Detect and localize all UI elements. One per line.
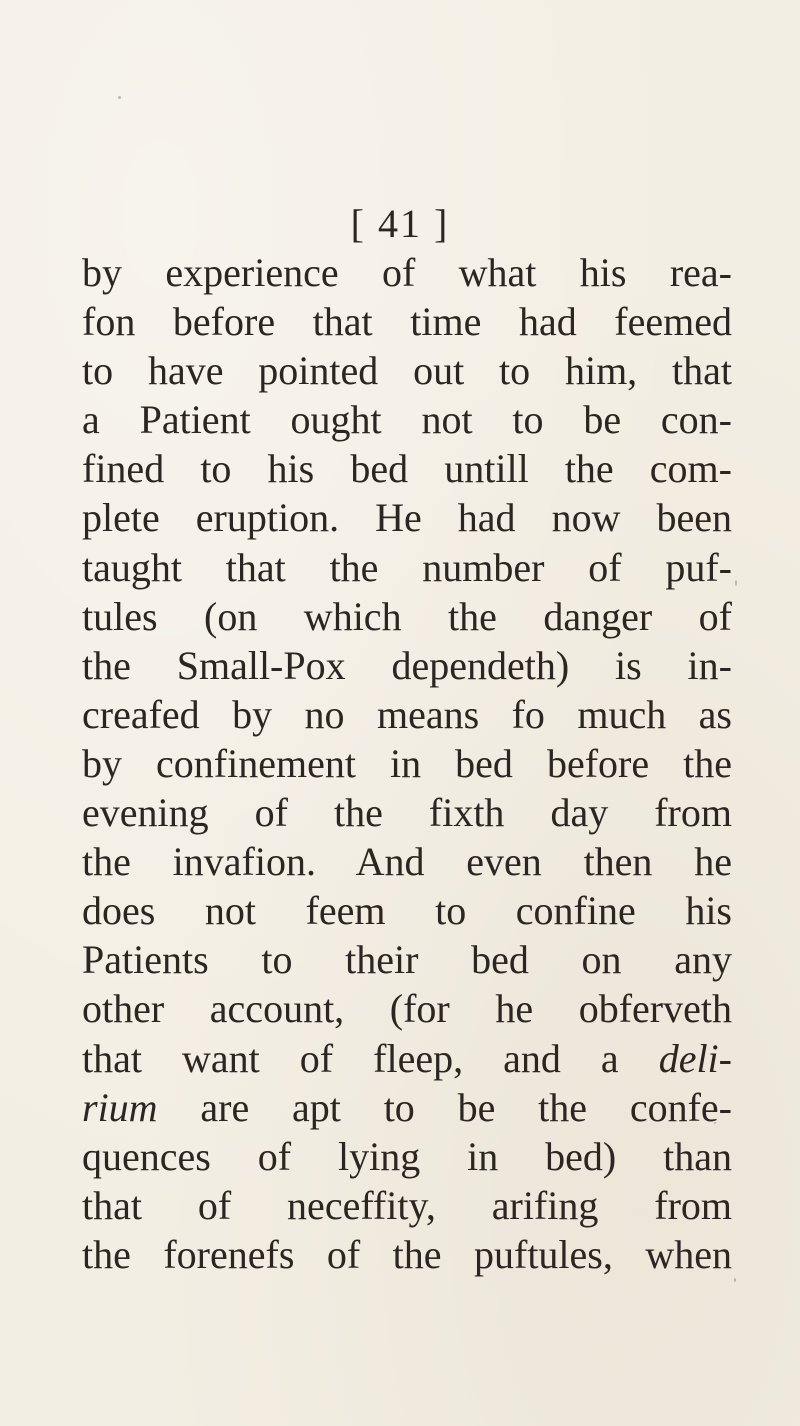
text-segment: the invafion. And even then he [82, 839, 732, 885]
text-line [82, 984, 732, 1033]
text-line [82, 592, 732, 641]
text-segment: that want of fleep, and a [82, 1035, 659, 1081]
text-line [82, 1181, 732, 1230]
text-segment: does not feem to confine his [82, 888, 732, 934]
text-segment: fined to his bed untill the com- [82, 446, 732, 492]
text-segment: tules (on which the danger of [82, 593, 732, 639]
text-line [82, 1230, 732, 1279]
text-line [82, 297, 732, 346]
text-segment: plete eruption. He had now been [82, 495, 732, 541]
text-line [82, 543, 732, 592]
body-text [82, 248, 732, 1279]
text-line [82, 641, 732, 690]
page-number: [ 41 ] [350, 201, 450, 246]
text-segment: the Small-Pox dependeth) is in- [82, 642, 732, 688]
text-line [82, 1083, 732, 1132]
text-line [82, 886, 732, 935]
text-segment: are apt to be the confe- [157, 1084, 732, 1130]
text-line [82, 788, 732, 837]
text-segment: taught that the number of puf- [82, 544, 732, 590]
text-line [82, 1132, 732, 1181]
paper-speck [118, 96, 121, 99]
text-segment: by confinement in bed before the [82, 740, 732, 786]
text-segment: that of neceffity, arifing from [82, 1182, 732, 1228]
text-line [82, 395, 732, 444]
text-segment: Patients to their bed on any [82, 937, 732, 983]
italic-term: rium [82, 1084, 158, 1130]
text-segment: fon before that time had feemed [82, 299, 732, 345]
text-line [82, 837, 732, 886]
text-line [82, 444, 732, 493]
text-segment: quences of lying in bed) than [82, 1133, 732, 1179]
text-line [82, 690, 732, 739]
text-segment: a Patient ought not to be con- [82, 397, 732, 443]
text-line [82, 739, 732, 788]
text-segment: by experience of what his rea- [82, 250, 732, 295]
text-segment: creafed by no means fo much as [82, 691, 732, 737]
text-line [82, 1034, 732, 1083]
paper-speck [735, 580, 737, 586]
text-segment: other account, (for he obferveth [82, 986, 732, 1032]
paper-speck [734, 1278, 736, 1282]
text-segment: the forenefs of the puftules, when [82, 1231, 732, 1277]
text-line [82, 346, 732, 395]
text-segment: evening of the fixth day from [82, 790, 732, 836]
text-segment: to have pointed out to him, that [82, 348, 732, 394]
text-line [82, 248, 732, 297]
text-line [82, 935, 732, 984]
text-line [82, 493, 732, 542]
italic-term: deli- [658, 1035, 732, 1081]
